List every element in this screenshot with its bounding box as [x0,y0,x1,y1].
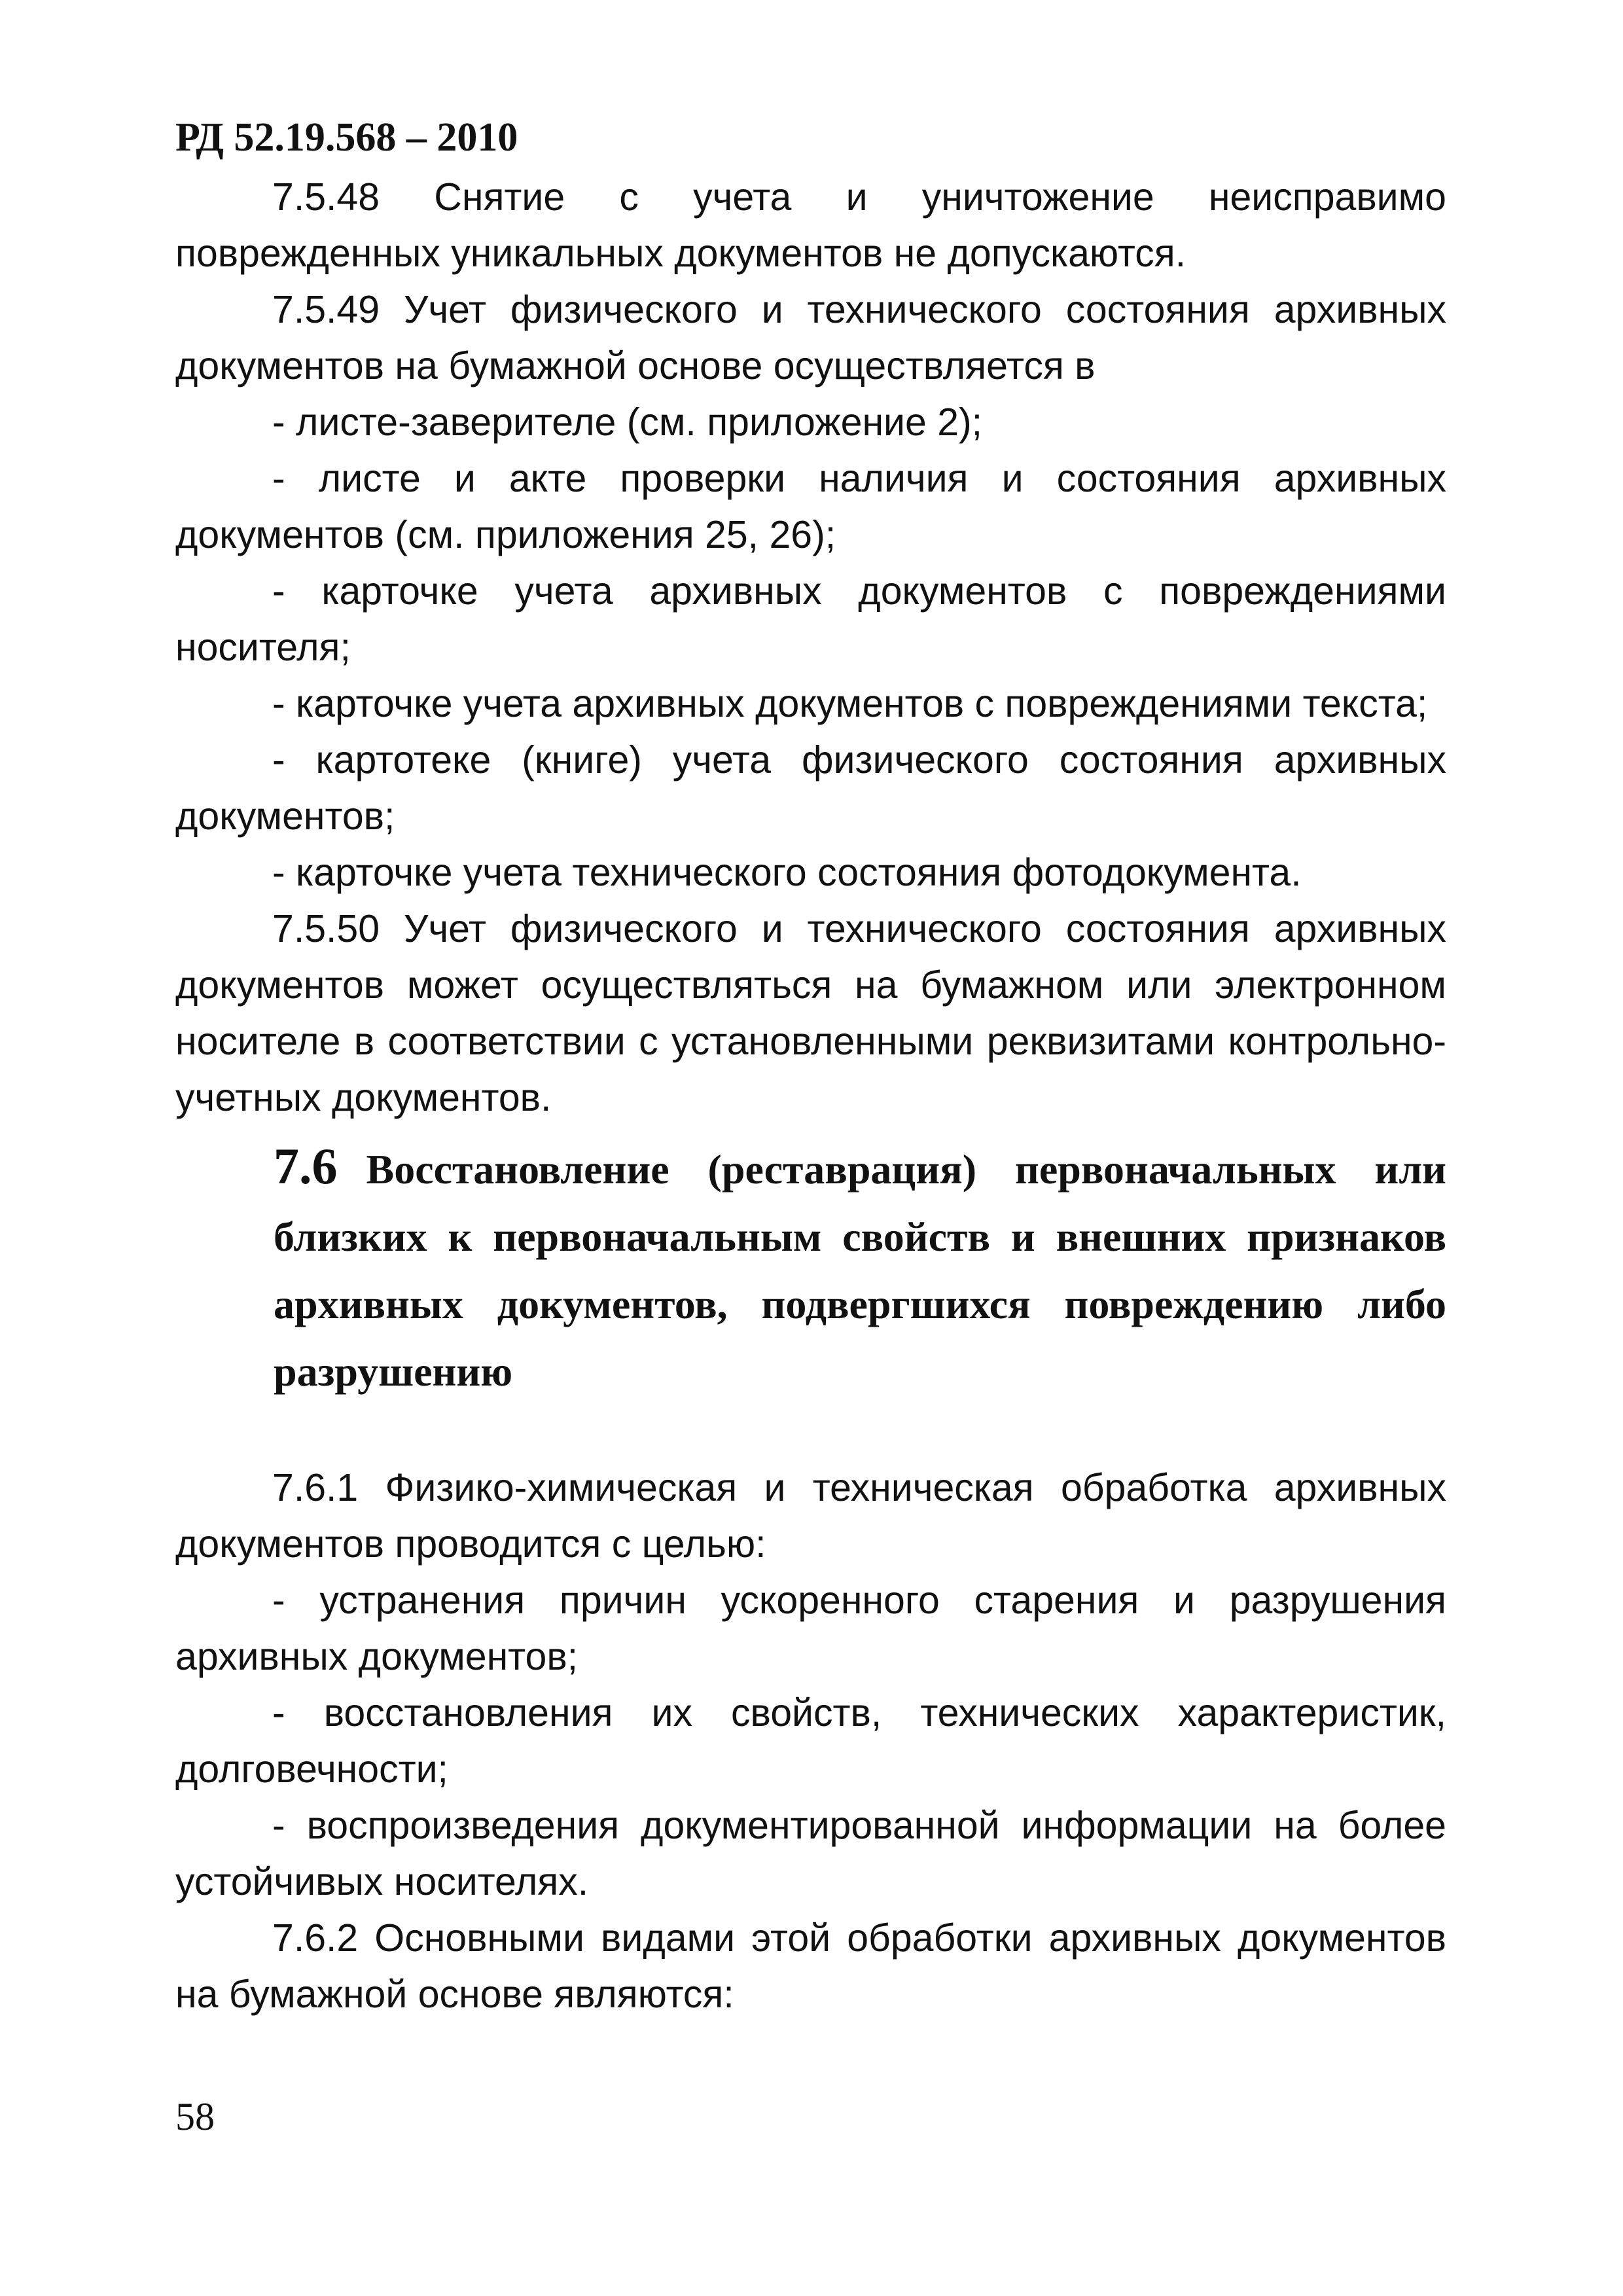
list-item: - листе-заверителе (см. приложение 2); [272,401,983,444]
list-item: - восстановления их свойств, технических характеристик, долговечности; [175,1691,1446,1791]
paragraph-7-5-49: 7.5.49 Учет физического и технического состояния архивных документов на бумажной основе осуществляется в [175,288,1446,387]
section-heading [274,1132,1446,1405]
list-item: - картотеке (книге) учета физического состояния архивных документов; [175,738,1446,838]
section-number: 7.6 [274,1138,338,1194]
page-number: 58 [175,2095,215,2138]
paragraph-7-6-2: 7.6.2 Основными видами этой обработки архивных документов на бумажной основе являются: [175,1916,1446,2016]
paragraph-7-5-48: 7.5.48 Снятие с учета и уничтожение неисправимо поврежденных уникальных документов не допускаются. [175,175,1446,275]
text-block-7-6 [175,1460,1446,2022]
list-item: - воспроизведения документированной информации на более устойчивых носителях. [175,1804,1446,1903]
list-item: - листе и акте проверки наличия и состояния архивных документов (см. приложения 25, 26); [175,457,1446,556]
paragraph-7-6-1: 7.6.1 Физико-химическая и техническая обработка архивных документов проводится с целью: [175,1466,1446,1566]
text-block-7-5 [175,169,1446,1126]
list-item: - карточке учета архивных документов с повреждениями носителя; [175,569,1446,669]
list-item: - карточке учета технического состояния фотодокумента. [272,851,1302,894]
list-item: - карточке учета архивных документов с повреждениями текста; [272,682,1428,725]
list-item: - устранения причин ускоренного старения и разрушения архивных документов; [175,1579,1446,1678]
document-id: РД 52.19.568 – 2010 [175,115,518,160]
section-title: Восстановление (реставрация) первоначальных или близких к первоначальным свойств и внешних признаков архивных документов, подвергшихся повреждению либо разрушению [274,1146,1446,1395]
paragraph-7-5-50: 7.5.50 Учет физического и технического состояния архивных документов может осуществляться на бумажном или электронном носителе в соответствии с установленными реквизитами контрольно-учетных документов. [175,907,1446,1119]
